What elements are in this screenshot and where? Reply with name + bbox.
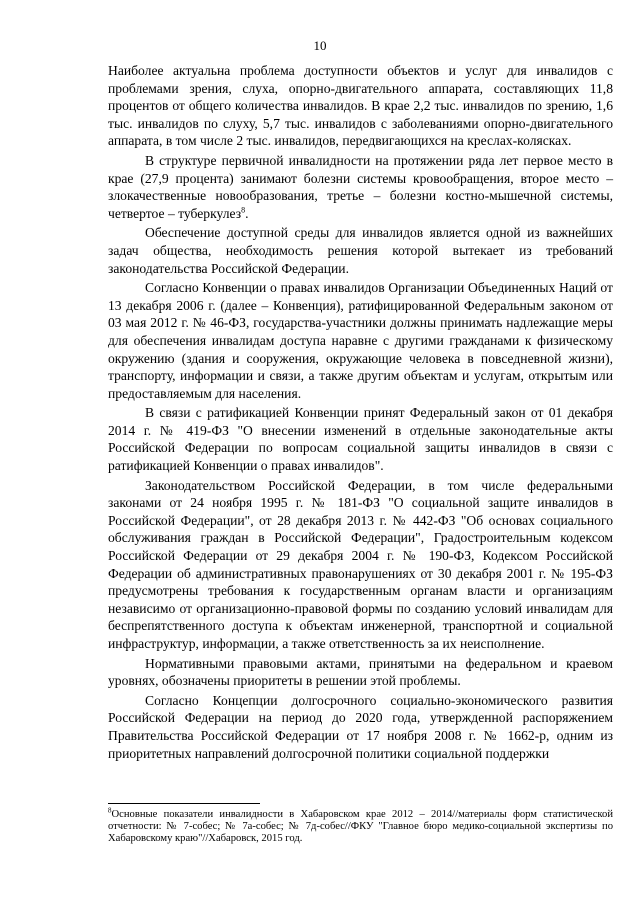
paragraph-legislation: Законодательством Российской Федерации, в том числе федеральными законами от 24 ноября 1995 г. № 181-ФЗ "О социальной защите инвалидов в Российской Федерации", от 28 декабря 2013 г. № 442-ФЗ "Об основах социального обслуживания граждан в Российской Федерации", Градостроительным кодексом Российской Федерации от 29 декабря 2004 г. № 190-ФЗ, Кодексом Российской Федерации об административных правонарушениях от 30 декабря 2001 г. № 195-ФЗ предусмотрены требования к государственным органам власти и организациям независимо от организационно-правовой формы по созданию условий инвалидам для беспрепятственного доступа к объектам инженерной, транспортной и социальной инфраструктур, информации, а также ответственность за их неисполнение.	[108, 477, 613, 651]
paragraph-accessibility-problem: Наиболее актуальна проблема доступности объектов и услуг для инвалидов с проблемами зрения, слуха, опорно-двигательного аппарата, составляющих 11,8 процентов от общего количества инвалидов. В крае 2,2 тыс. инвалидов по зрению, 1,6 тыс. инвалидов по слуху, 5,7 тыс. инвалидов с заболеваниями опорно-двигательного аппарата, в том числе 2 тыс. инвалидов, передвигающихся на креслах-колясках.	[108, 63, 613, 149]
footnote	[108, 806, 613, 844]
document-body	[108, 62, 613, 764]
paragraph-accessible-environment: Обеспечение доступной среды для инвалидов является одной из важнейших задач общества, необходимость решения которой вытекает из требований законодательства Российской Федерации.	[108, 225, 613, 276]
paragraph-regulatory-acts: Нормативными правовыми актами, принятыми на федеральном и краевом уровнях, обозначены приоритеты в решении этой проблемы.	[108, 655, 613, 689]
footnote-reference: 8	[241, 205, 246, 215]
footnote-mark: 8	[108, 806, 112, 815]
paragraph-end-period: .	[245, 205, 249, 221]
footnote-text: Основные показатели инвалидности в Хабаровском крае 2012 – 2014//материалы форм статистической отчетности: № 7-собес; № 7а-собес; № 7д-собес//ФКУ "Главное бюро медико-социальной экспертизы по Хабаровскому краю"//Хабаровск, 2015 год.	[108, 809, 613, 844]
paragraph-disability-structure-text: В структуре первичной инвалидности на протяжении ряда лет первое место в крае (27,9 процента) занимают болезни системы кровообращения, второе место – злокачественные новообразования, третье – болезни костно-мышечной системы, четвертое – туберкулез	[108, 152, 613, 221]
paragraph-un-convention: Согласно Конвенции о правах инвалидов Организации Объединенных Наций от 13 декабря 2006 г. (далее – Конвенция), ратифицированной Федеральным законом от 03 мая 2012 г. № 46-ФЗ, государства-участники должны принимать надлежащие меры для обеспечения инвалидам доступа наравне с другими гражданами к физическому окружению (здания и сооружения, окружающие человека в повседневной жизни), транспорту, информации и связи, а также другим объектам и услугам, открытым или предоставляемым для населения.	[108, 280, 613, 401]
footnote-separator	[108, 803, 260, 804]
paragraph-ratification-law: В связи с ратификацией Конвенции принят Федеральный закон от 01 декабря 2014 г. № 419-ФЗ "О внесении изменений в отдельные законодательные акты Российской Федерации по вопросам социальной защиты инвалидов в связи с ратификацией Конвенции о правах инвалидов".	[108, 405, 613, 474]
paragraph-development-concept: Согласно Концепции долгосрочного социально-экономического развития Российской Федерации на период до 2020 года, утвержденной распоряжением Правительства Российской Федерации от 17 ноября 2008 г. № 1662-р, одним из приоритетных направлений долгосрочной политики социальной поддержки	[108, 692, 613, 761]
paragraph-disability-structure	[108, 152, 613, 222]
page-number: 10	[313, 38, 327, 53]
